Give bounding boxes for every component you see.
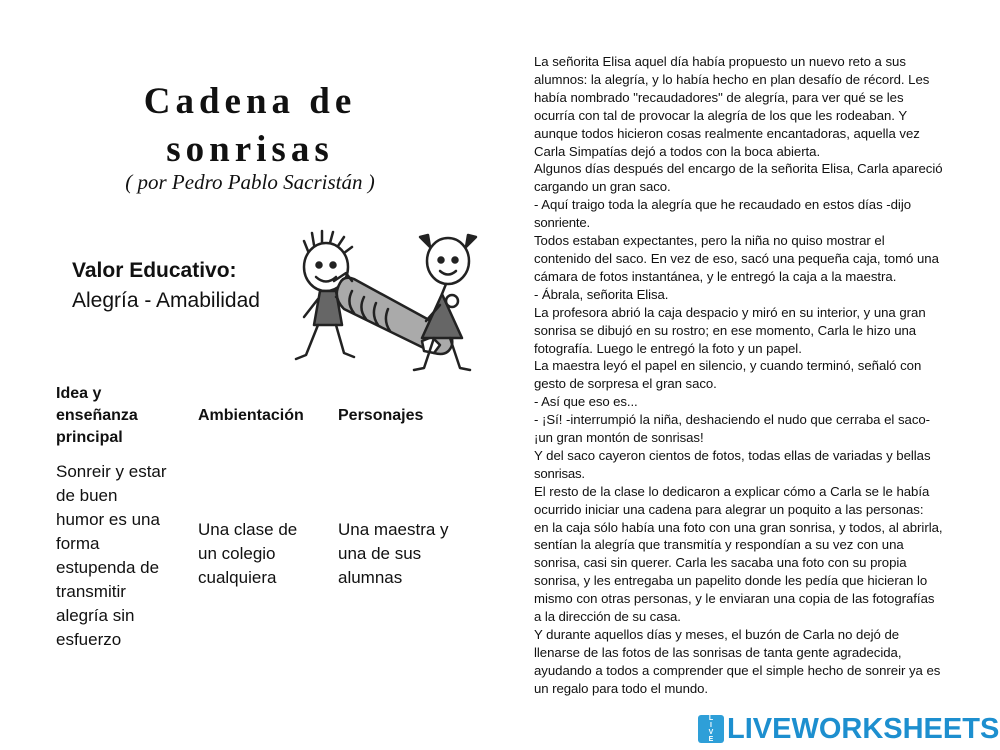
- story-line: Y del saco cayeron cientos de fotos, todas ellas de variadas y bellas: [534, 447, 931, 463]
- cell-personajes: Una maestra y una de sus alumnas: [338, 520, 449, 587]
- children-carrying-bag-illustration: [282, 225, 497, 387]
- author-credit: ( por Pedro Pablo Sacristán ): [125, 170, 375, 194]
- story-line: - Aquí traigo toda la alegría que he recaudado en estos días -dijo: [534, 197, 912, 213]
- story-line: sonrisas.: [534, 465, 585, 481]
- story-line: sentían la alegría que transmitía y respondían a su vez con una: [534, 537, 904, 553]
- story-line: aunque todos hicieron cosas realmente encantadoras, aquella vez: [534, 125, 920, 141]
- story-line: contenido del saco. En vez de eso, sacó una pequeña caja, tomó una: [534, 250, 939, 266]
- educational-value-label: Valor Educativo:: [72, 259, 237, 282]
- story-line: en la caja sólo había una foto con una gran sonrisa, y todos, al abrirla,: [534, 519, 943, 535]
- story-line: llenarse de las fotos de las sonrisas de tanta gente agradecida,: [534, 644, 902, 660]
- story-line: La señorita Elisa aquel día había propuesto un nuevo reto a sus: [534, 54, 906, 69]
- cell-ambientacion: Una clase de un colegio cualquiera: [198, 520, 298, 587]
- story-line: había nombrado "recaudadores" de alegría, para ver qué se les: [534, 89, 904, 105]
- table-header-idea: Idea y enseñanza principal: [56, 385, 138, 446]
- story-line: Y durante aquellos días y meses, el buzón de Carla no dejó de: [534, 627, 900, 642]
- story-text: [534, 53, 996, 698]
- story-line: a la dirección de su casa.: [534, 609, 681, 625]
- liveworksheets-logo: [698, 712, 999, 746]
- story-line: - ¡Sí! -interrumpió la niña, deshaciendo el nudo que cerraba el saco-: [534, 412, 931, 428]
- story-line: Carla Simpatías dejó a todos con la boca abierta.: [534, 143, 821, 159]
- story-line: ¡un gran montón de sonrisas!: [534, 430, 704, 446]
- liveworksheets-logo-text: LIVEWORKSHEETS: [727, 712, 1000, 745]
- story-line: ocurría con tal de provocar la alegría de los que les rodeaban. Y: [534, 107, 908, 123]
- story-title: [60, 78, 440, 174]
- story-line: ocurrido iniciar una cadena para alegrar un poquito a las personas:: [534, 501, 924, 517]
- story-line: gesto de sorpresa el gran saco.: [534, 376, 717, 392]
- table-header-personajes: Personajes: [338, 407, 424, 424]
- educational-value: [72, 256, 292, 316]
- table-header-ambientacion: Ambientación: [198, 407, 304, 424]
- title-line-1: Cadena de: [143, 81, 357, 122]
- story-line: - Así que eso es...: [534, 394, 638, 410]
- story-line: mismo con otras personas, y le enviaran una copia de las fotografías: [534, 591, 935, 607]
- story-line: sonrisa, casi sin querer. Carla les sacaba una foto con su propia: [534, 555, 907, 571]
- story-line: sonriente.: [534, 215, 590, 231]
- story-line: La maestra leyó el papel en silencio, y cuando terminó, señaló con: [534, 358, 922, 374]
- cell-idea: Sonreir y estar de buen humor es una forma estupenda de transmitir alegría sin esfuerzo: [56, 462, 167, 649]
- story-line: sonrisa se dibujó en su rostro; en ese momento, Carla le hizo una: [534, 322, 917, 338]
- story-line: cámara de fotos instantánea, y le entregó la caja a la maestra.: [534, 268, 897, 284]
- educational-value-text: Alegría - Amabilidad: [72, 289, 260, 312]
- story-line: - Ábrala, señorita Elisa.: [534, 286, 669, 302]
- liveworksheets-logo-icon: L I V E: [698, 715, 724, 743]
- story-line: un regalo para todo el mundo.: [534, 680, 708, 696]
- story-line: La profesora abrió la caja despacio y miró en su interior, y una gran: [534, 304, 926, 320]
- title-line-2: sonrisas: [166, 129, 334, 170]
- story-line: fotografía. Luego le entregó la foto y un papel.: [534, 340, 802, 356]
- story-line: ayudando a todos a comprender que el simple hecho de sonreir ya es: [534, 662, 941, 678]
- title-block: [60, 78, 440, 195]
- story-line: sonrisa, y les entregaba un papelito donde les pedía que hicieran lo: [534, 573, 928, 589]
- story-line: Algunos días después del encargo de la señorita Elisa, Carla apareció: [534, 161, 943, 177]
- story-line: alumnos: la alegría, y lo había hecho en plan desafío de récord. Les: [534, 71, 930, 87]
- story-line: El resto de la clase lo dedicaron a explicar cómo a Carla se le había: [534, 483, 930, 499]
- story-line: Todos estaban expectantes, pero la niña no quiso mostrar el: [534, 233, 885, 249]
- story-line: cargando un gran saco.: [534, 179, 671, 195]
